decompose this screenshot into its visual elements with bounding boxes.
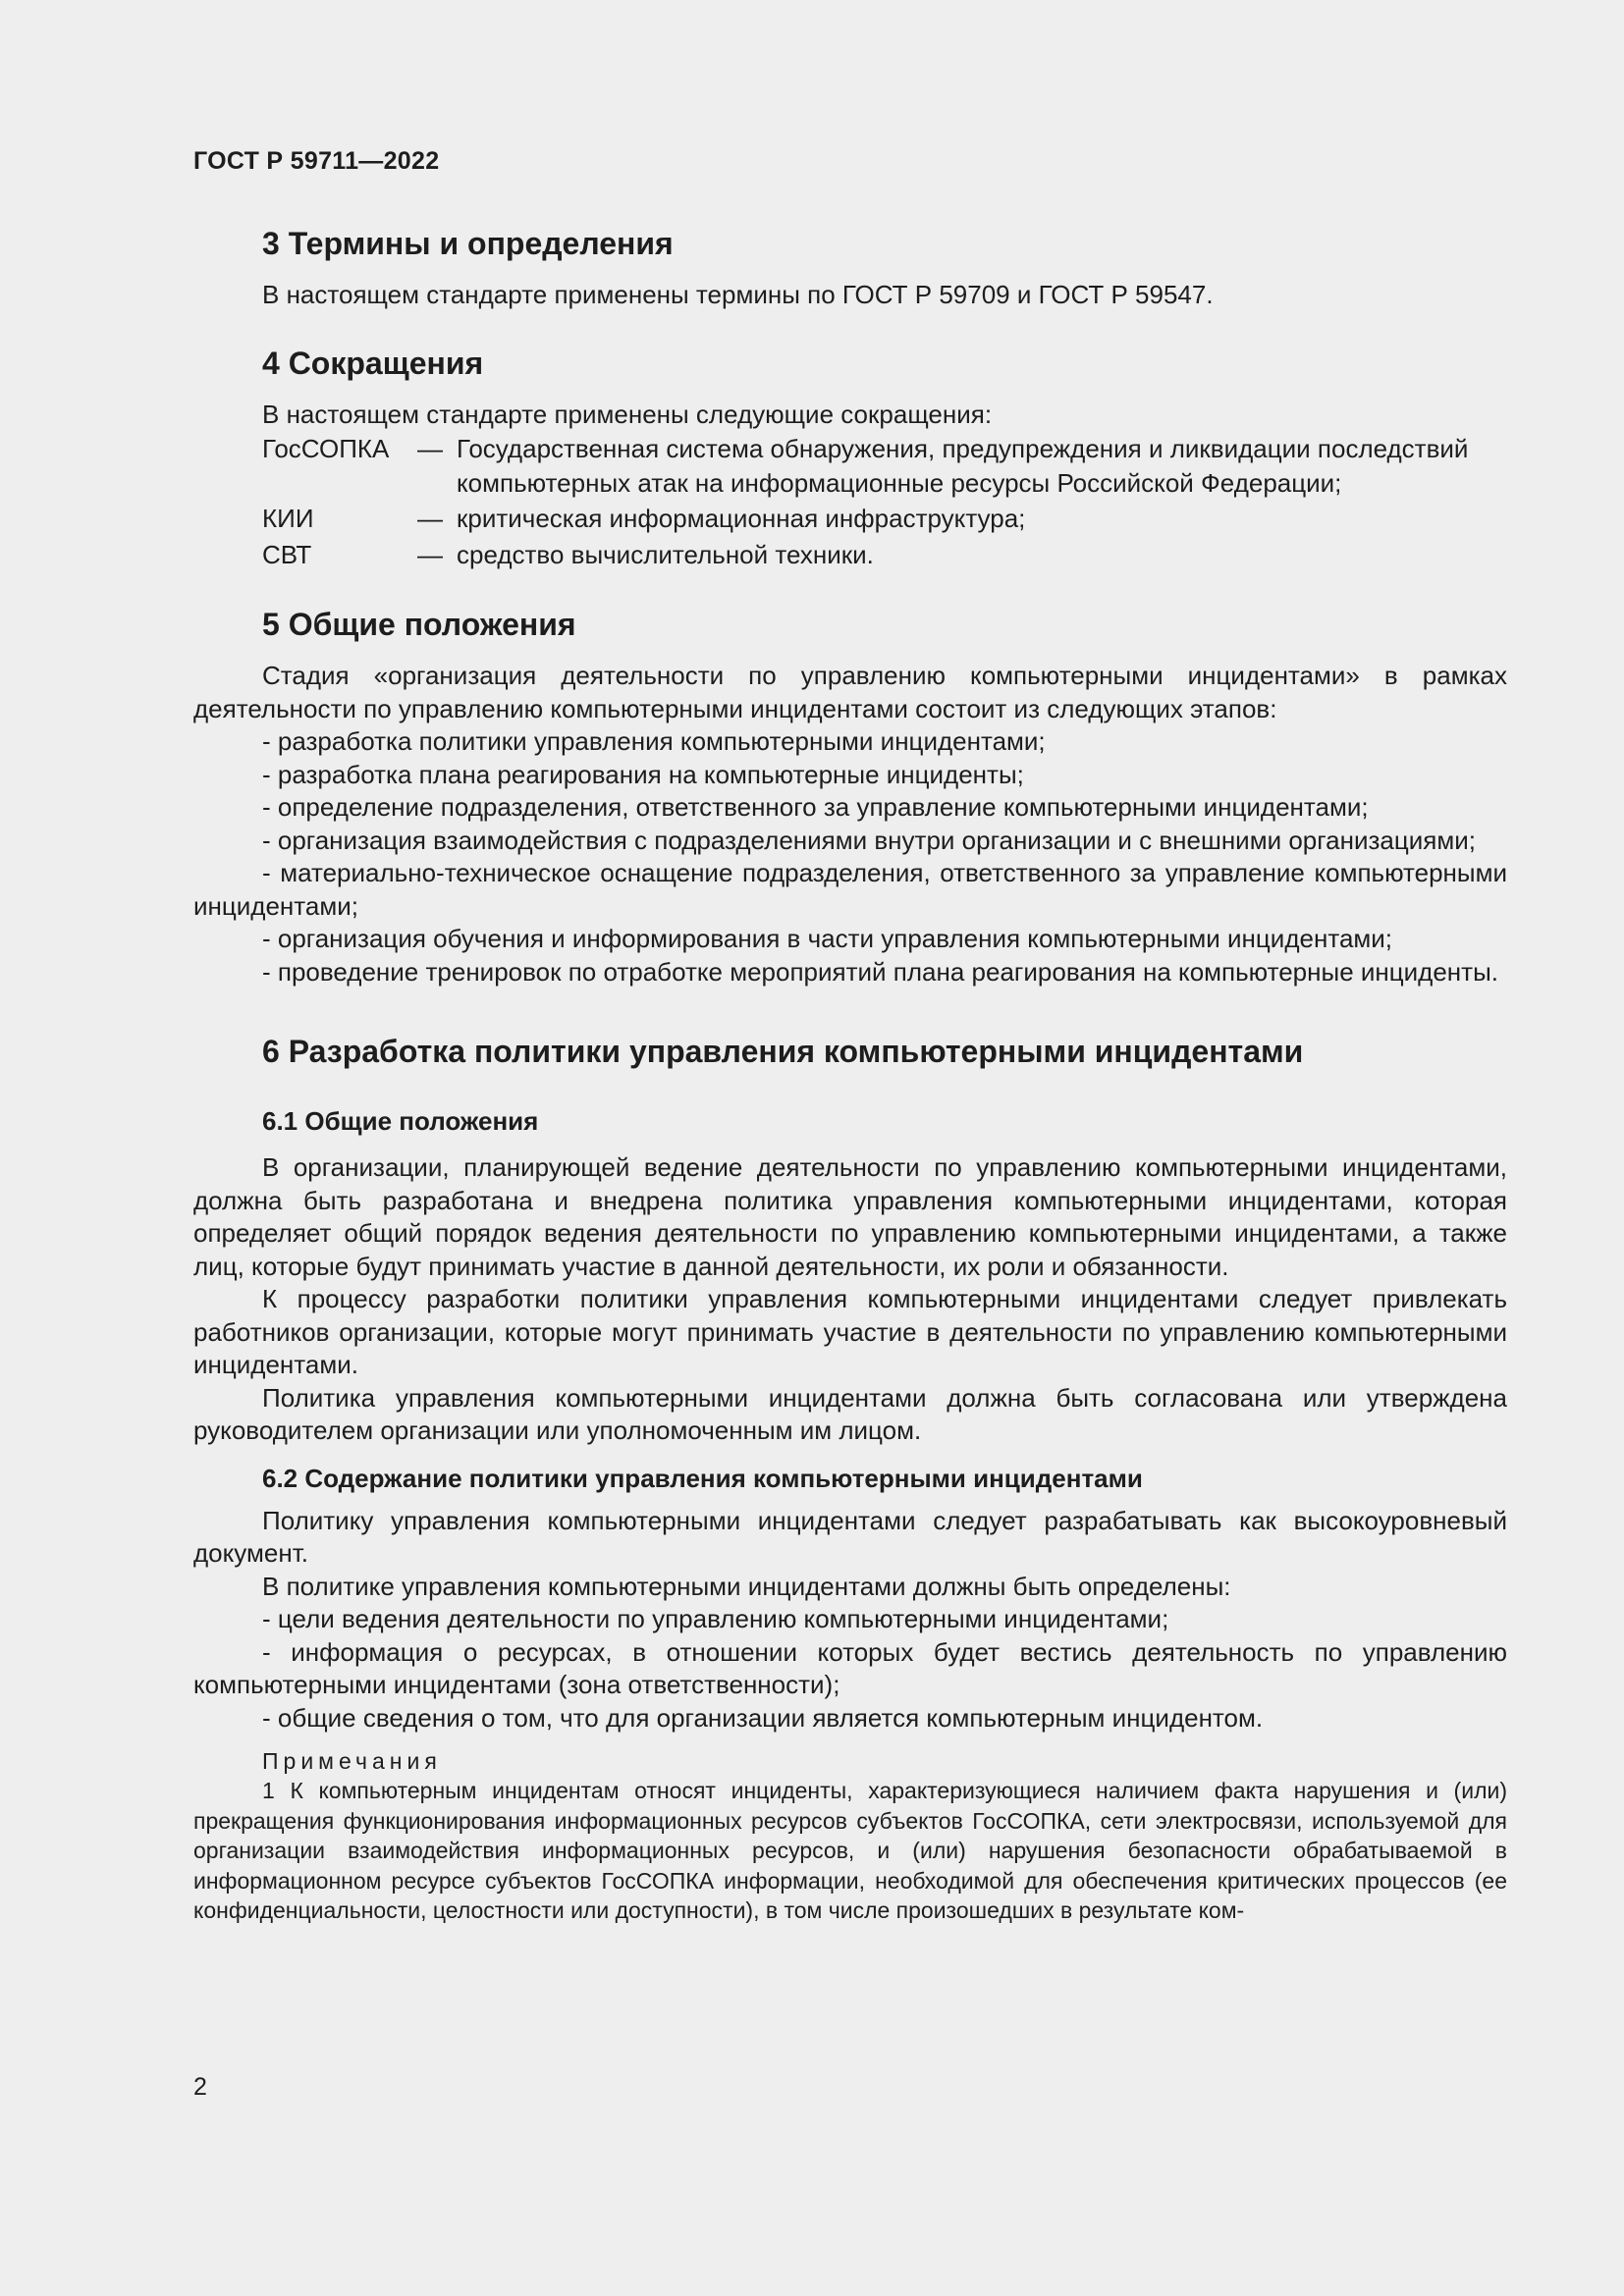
abbreviation-row	[262, 431, 1507, 501]
paragraph: К процессу разработки политики управления компьютерными инцидентами следует привлекать работников организации, которые могут принимать участие в деятельности по управлению компьютерными инцидентами.	[193, 1284, 1507, 1379]
section-3	[193, 222, 1507, 312]
paragraph: В политике управления компьютерными инцидентами должны быть определены:	[262, 1571, 1231, 1601]
abbreviation-dash: —	[417, 540, 443, 569]
abbreviation-term: СВТ	[262, 540, 312, 569]
section-5-intro: Стадия «организация деятельности по управлению компьютерными инцидентами» в рамках деятельности по управлению компьютерными инцидентами состоит из следующих этапов:	[193, 661, 1507, 723]
section-5-title: 5 Общие положения	[262, 607, 576, 642]
list-item: - материально-техническое оснащение подразделения, ответственного за управление компьютерными инцидентами;	[193, 858, 1507, 921]
page-number: 2	[193, 2073, 207, 2101]
document-body	[193, 222, 1507, 1926]
list-item: - организация взаимодействия с подразделениями внутри организации и с внешними организациями;	[262, 825, 1477, 855]
abbreviation-definition: Государственная система обнаружения, предупреждения и ликвидации последствий компьютерных атак на информационные ресурсы Российской Федерации;	[457, 434, 1469, 498]
list-item: - информация о ресурсах, в отношении которых будет вестись деятельность по управлению компьютерными инцидентами (зона ответственности);	[193, 1636, 1507, 1699]
note-1: 1 К компьютерным инцидентам относят инциденты, характеризующиеся наличием факта нарушения и (или) прекращения функционирования информационных ресурсов субъектов ГосСОПКА, сети электросвязи, используемой для организации взаимодействия информационных ресурсов, и (или) нарушения безопасности обрабатываемой в информационном ресурсе субъектов ГосСОПКА информации, необходимой для обеспечения критических процессов (ее конфиденциальности, целостности или доступности), в том числе произошедших в результате ком-	[193, 1778, 1507, 1923]
subsection-6-2	[193, 1460, 1507, 1926]
document-code: ГОСТ Р 59711—2022	[193, 147, 440, 175]
subsection-6-1-title: 6.1 Общие положения	[262, 1106, 539, 1136]
abbreviation-term: ГосСОПКА	[262, 434, 390, 463]
abbreviation-definition: критическая информационная инфраструктура;	[457, 504, 1026, 533]
paragraph: Политика управления компьютерными инцидентами должна быть согласована или утверждена руководителем организации или уполномоченным им лицом.	[193, 1382, 1507, 1445]
section-6	[193, 1030, 1507, 1926]
abbreviation-row	[262, 537, 1507, 573]
section-4-title: 4 Сокращения	[262, 345, 484, 381]
section-4-intro: В настоящем стандарте применены следующие сокращения:	[262, 399, 993, 429]
abbreviation-definition: средство вычислительной техники.	[457, 540, 874, 569]
abbreviation-list	[262, 431, 1507, 573]
abbreviation-dash: —	[417, 434, 443, 463]
list-item: - организация обучения и информирования в части управления компьютерными инцидентами;	[262, 924, 1393, 953]
list-item: - общие сведения о том, что для организации является компьютерным инцидентом.	[262, 1702, 1264, 1733]
list-item: - разработка плана реагирования на компьютерные инциденты;	[262, 759, 1024, 789]
list-item: - проведение тренировок по отработке мероприятий плана реагирования на компьютерные инциденты.	[262, 956, 1498, 987]
abbreviation-dash: —	[417, 504, 443, 533]
subsection-6-1	[193, 1102, 1507, 1448]
notes-title: Примечания	[262, 1748, 442, 1774]
paragraph: В организации, планирующей ведение деятельности по управлению компьютерными инцидентами, должна быть разработана и внедрена политика управления компьютерными инцидентами, которая определяет общий порядок ведения деятельности по управлению компьютерными инцидентами, а также лиц, которые будут принимать участие в данной деятельности, их роли и обязанности.	[193, 1152, 1507, 1281]
section-6-title: 6 Разработка политики управления компьютерными инцидентами	[262, 1034, 1304, 1069]
section-3-text: В настоящем стандарте применены термины по ГОСТ Р 59709 и ГОСТ Р 59547.	[262, 280, 1214, 309]
section-4	[193, 342, 1507, 574]
list-item: - разработка политики управления компьютерными инцидентами;	[262, 726, 1046, 756]
section-5	[193, 603, 1507, 988]
abbreviation-row	[262, 501, 1507, 537]
abbreviation-term: КИИ	[262, 504, 314, 533]
section-3-title: 3 Термины и определения	[262, 226, 674, 261]
paragraph: Политику управления компьютерными инцидентами следует разрабатывать как высокоуровневый документ.	[193, 1505, 1507, 1568]
list-item: - определение подразделения, ответственного за управление компьютерными инцидентами;	[262, 792, 1369, 822]
subsection-6-2-title: 6.2 Содержание политики управления компьютерными инцидентами	[262, 1463, 1143, 1493]
list-item: - цели ведения деятельности по управлению компьютерными инцидентами;	[262, 1604, 1169, 1633]
